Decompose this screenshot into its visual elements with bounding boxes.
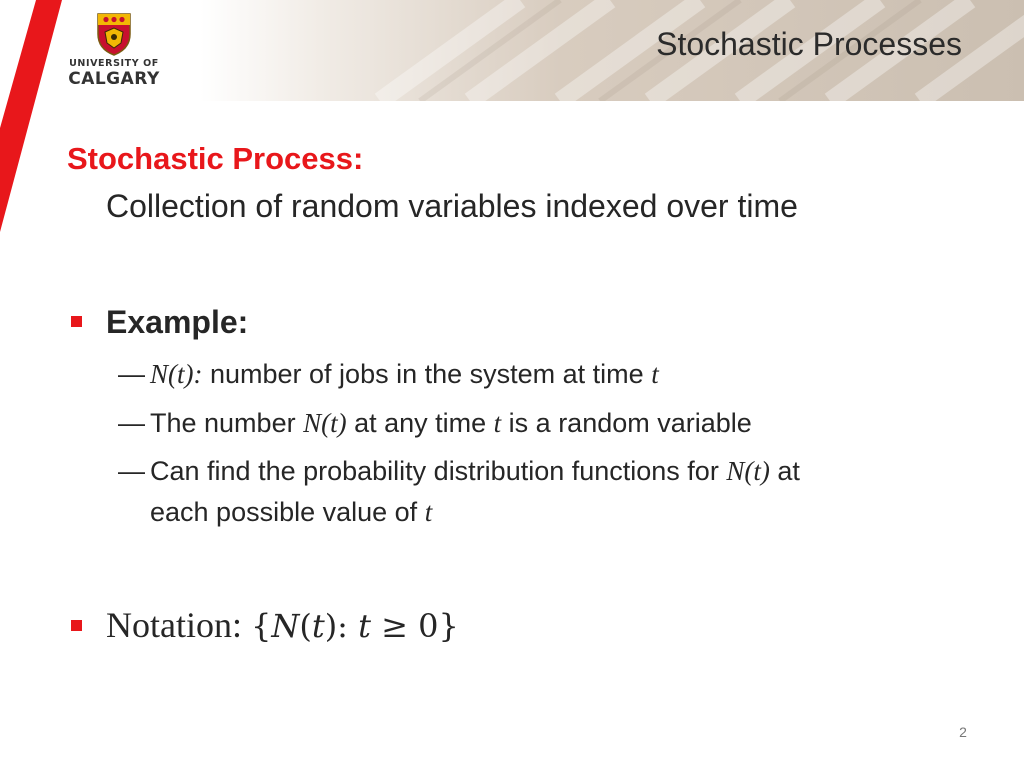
notation-line	[106, 604, 459, 646]
slide-heading: Stochastic Process:	[67, 141, 364, 176]
example-item-text: each possible value of	[150, 497, 425, 527]
math-n-of-t: N(t)	[726, 456, 770, 486]
example-item-text: at	[769, 456, 800, 486]
math-t: t	[651, 359, 659, 389]
math-n-of-t: N(t)	[303, 408, 347, 438]
example-item-1	[118, 359, 659, 390]
notation-math: ):	[324, 607, 359, 645]
university-logo	[62, 12, 166, 92]
bullet-icon	[71, 316, 82, 327]
example-item-text: at any time	[346, 408, 494, 438]
example-item-text: number of jobs in the system at time	[202, 359, 652, 389]
header-band	[0, 0, 1024, 101]
math-n-of-t: N(t):	[150, 359, 203, 389]
notation-brace-open: {	[250, 607, 272, 645]
dash-icon: —	[118, 408, 145, 438]
example-item-text: is a random variable	[501, 408, 752, 438]
example-label: Example:	[106, 304, 249, 340]
slide-header-title: Stochastic Processes	[656, 26, 962, 62]
notation-brace-close: }	[438, 607, 459, 645]
notation-math: (	[299, 607, 312, 645]
notation-math: N	[271, 607, 300, 645]
notation-math: t	[311, 607, 325, 645]
example-item-3	[118, 456, 800, 487]
dash-icon: —	[118, 456, 145, 486]
dash-icon: —	[118, 359, 145, 389]
bullet-icon	[71, 620, 82, 631]
logo-text-line2: CALGARY	[68, 69, 160, 89]
example-item-text: Can find the probability distribution functions for	[150, 456, 727, 486]
page-number: 2	[959, 724, 967, 740]
definition-text: Collection of random variables indexed over time	[106, 188, 798, 224]
logo-text-line1: UNIVERSITY OF	[69, 58, 159, 69]
notation-math: t	[358, 607, 371, 645]
example-item-2	[118, 408, 752, 439]
crest-icon	[96, 12, 132, 56]
math-t: t	[493, 408, 502, 438]
notation-math: ≥ 0	[370, 607, 439, 645]
math-t: t	[424, 497, 433, 527]
example-item-3-continued	[150, 497, 432, 528]
example-item-text: The number	[150, 408, 304, 438]
notation-label: Notation:	[106, 605, 251, 645]
